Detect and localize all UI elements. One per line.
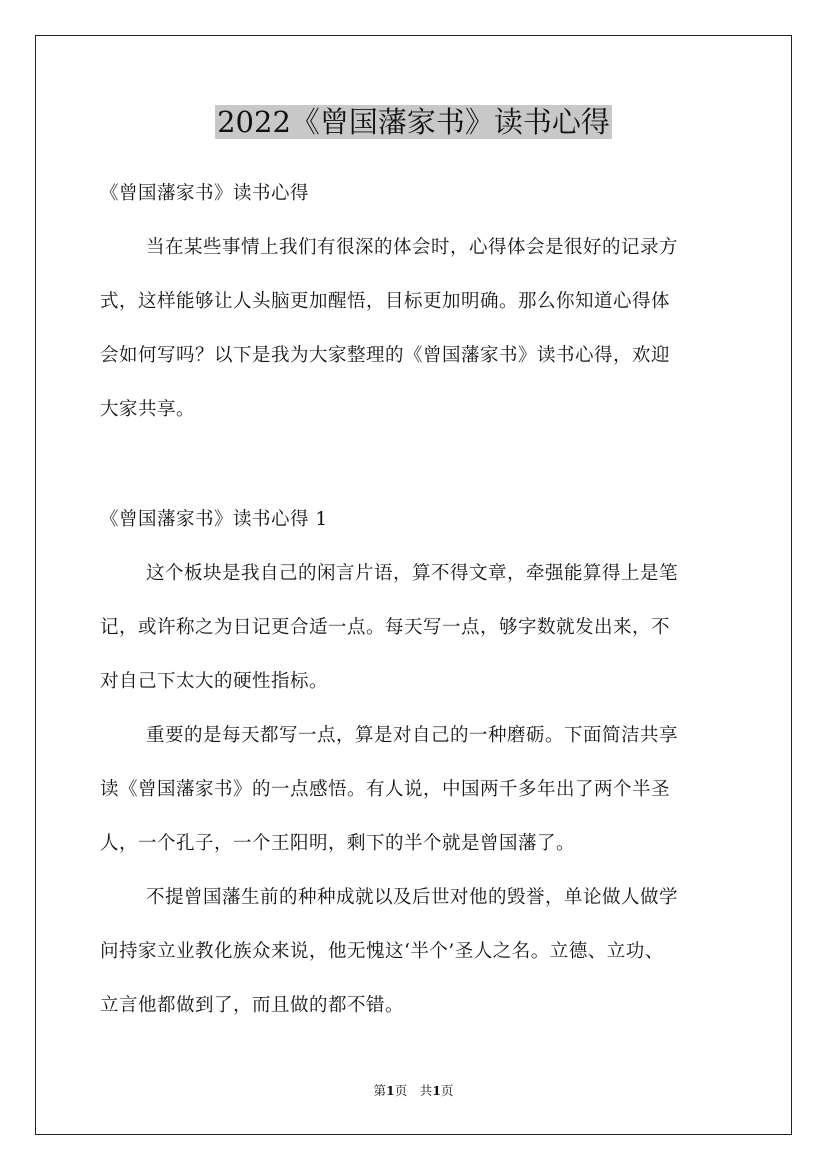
title-text: 2022《曾国藩家书》读书心得 — [217, 105, 610, 139]
paragraph-line: 对自己下太大的硬性指标。 — [100, 671, 329, 692]
paragraph-line: 人，一个孔子，一个王阳明，剩下的半个就是曾国藩了。 — [100, 833, 576, 854]
intro-line: 会如何写吗？以下是我为大家整理的《曾国藩家书》读书心得，欢迎 — [100, 345, 671, 366]
intro-line: 式，这样能够让人头脑更加醒悟，目标更加明确。那么你知道心得体 — [100, 291, 671, 312]
footer-page-mid: 页 共 — [394, 1083, 433, 1098]
section-heading: 《曾国藩家书》读书心得 1 — [100, 509, 328, 530]
paragraph-line: 重要的是每天都写一点，算是对自己的一种磨砺。下面简洁共享 — [146, 725, 679, 746]
paragraph-line: 问持家立业教化族众来说，他无愧这‘半个’圣人之名。立德、立功、 — [100, 941, 664, 962]
paragraph-line: 立言他都做到了，而且做的都不错。 — [100, 995, 405, 1016]
footer-total-pages: 1 — [432, 1083, 441, 1098]
subheading: 《曾国藩家书》读书心得 — [100, 183, 310, 204]
intro-line: 当在某些事情上我们有很深的体会时，心得体会是很好的记录方 — [146, 237, 679, 258]
paragraph-line: 读《曾国藩家书》的一点感悟。有人说，中国两千多年出了两个半圣 — [100, 779, 671, 800]
document-title — [0, 100, 827, 144]
footer-page-suffix: 页 — [440, 1083, 454, 1098]
paragraph-line: 这个板块是我自己的闲言片语，算不得文章，牵强能算得上是笔 — [146, 563, 679, 584]
page-footer — [0, 1082, 827, 1100]
footer-page-number: 1 — [386, 1083, 395, 1098]
footer-page-prefix: 第 — [373, 1083, 387, 1098]
paragraph-line: 不提曾国藩生前的种种成就以及后世对他的毁誉，单论做人做学 — [146, 887, 679, 908]
paragraph-line: 记，或许称之为日记更合适一点。每天写一点，够字数就发出来，不 — [100, 617, 671, 638]
intro-line: 大家共享。 — [100, 399, 196, 420]
